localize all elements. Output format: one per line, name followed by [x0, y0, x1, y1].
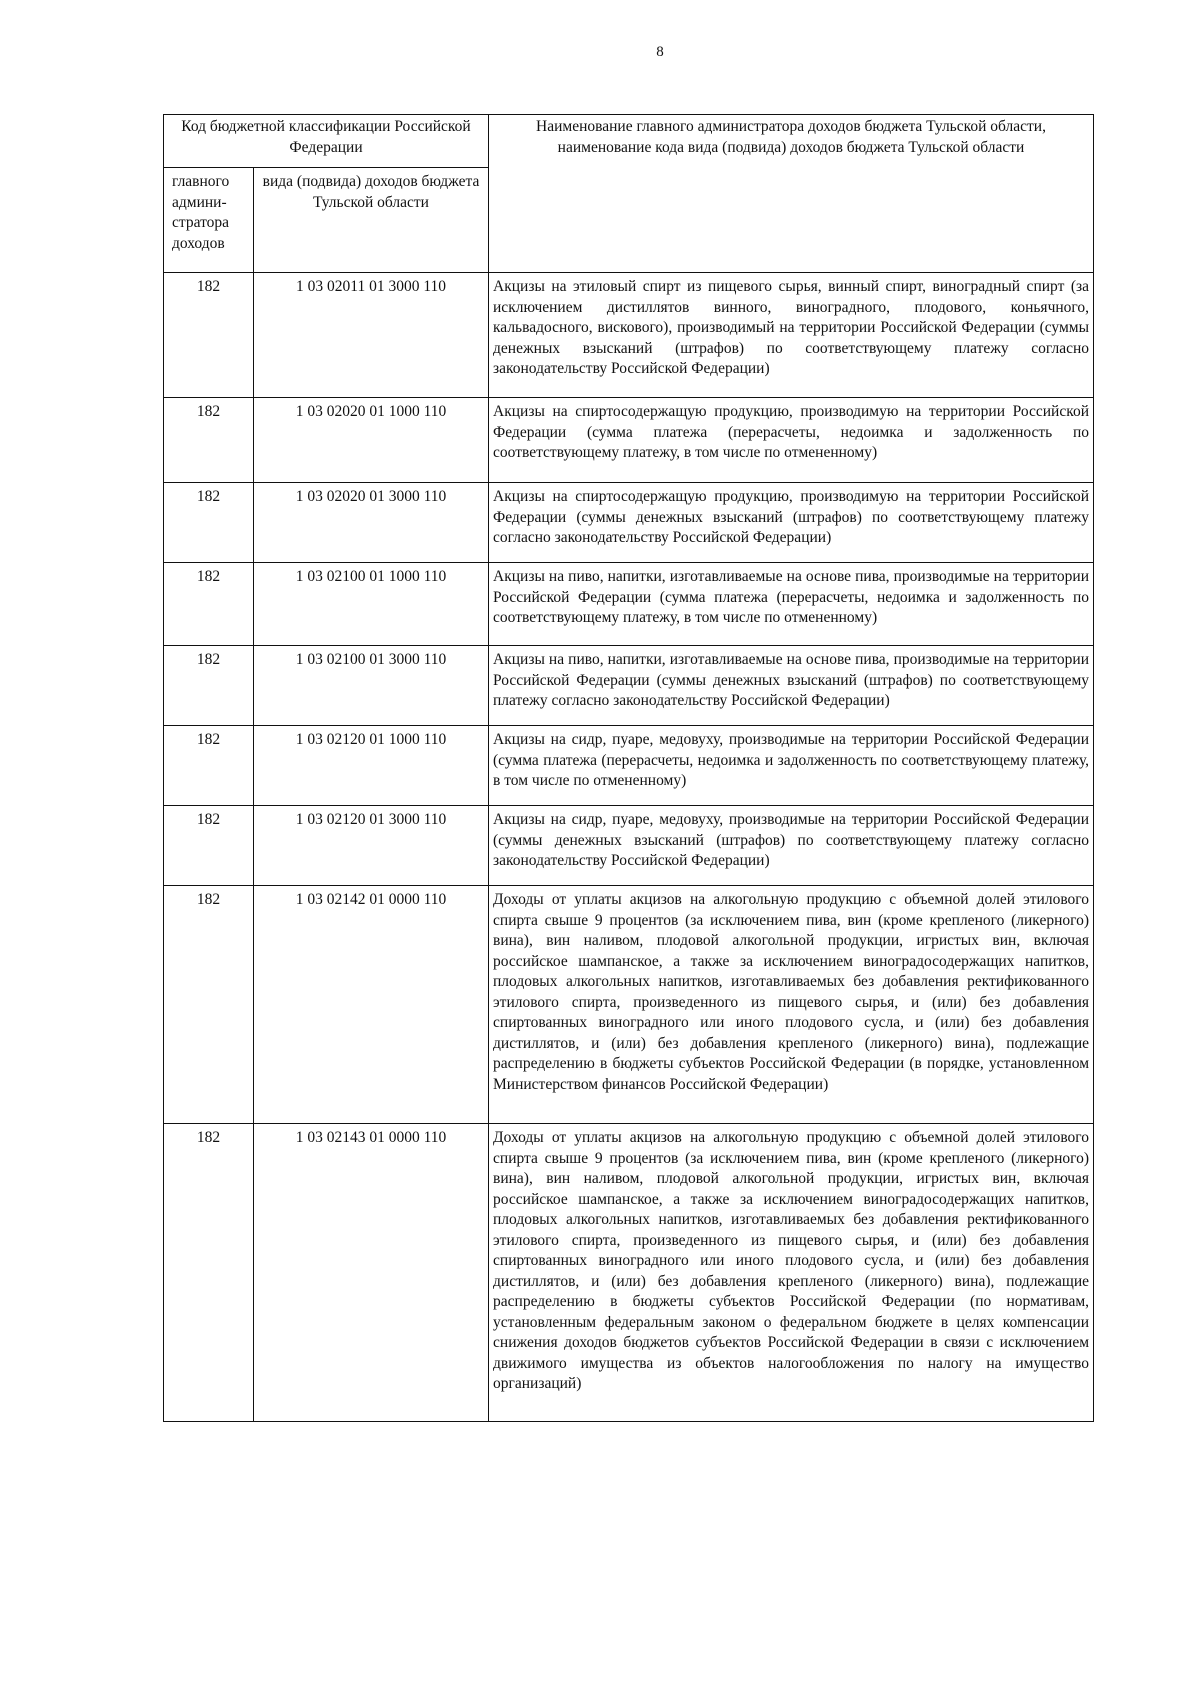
administrator-code-cell: 182	[164, 806, 254, 886]
header-revenue-type-code: вида (подвида) доходов бюджета Тульской области	[254, 168, 489, 273]
administrator-code-cell: 182	[164, 273, 254, 398]
administrator-code-cell: 182	[164, 563, 254, 646]
revenue-code-cell: 1 03 02120 01 3000 110	[254, 806, 489, 886]
table-row	[164, 398, 1094, 483]
table-row	[164, 646, 1094, 726]
administrator-code-cell: 182	[164, 886, 254, 1124]
revenue-name-cell: Акцизы на этиловый спирт из пищевого сырья, винный спирт, виноградный спирт (за исключением дистиллятов винного, виноградного, плодового, коньячного, кальвадосного, вискового), производимый на территории Российской Федерации (суммы денежных взысканий (штрафов) по соответствующему платежу согласно законодательству Российской Федерации)	[489, 273, 1094, 398]
administrator-code-cell: 182	[164, 398, 254, 483]
revenue-name-cell: Акцизы на пиво, напитки, изготавливаемые на основе пива, производимые на территории Российской Федерации (суммы денежных взысканий (штрафов) по соответствующему платежу согласно законодательству Российской Федерации)	[489, 646, 1094, 726]
revenue-name-cell: Акцизы на сидр, пуаре, медовуху, производимые на территории Российской Федерации (сумма платежа (перерасчеты, недоимка и задолженность по соответствующему платежу, в том числе по отмененному)	[489, 726, 1094, 806]
administrator-code-cell: 182	[164, 726, 254, 806]
revenue-code-cell: 1 03 02142 01 0000 110	[254, 886, 489, 1124]
revenue-name-cell: Акцизы на сидр, пуаре, медовуху, производимые на территории Российской Федерации (суммы денежных взысканий (штрафов) по соответствующему платежу согласно законодательству Российской Федерации)	[489, 806, 1094, 886]
revenue-code-cell: 1 03 02100 01 1000 110	[254, 563, 489, 646]
administrator-code-cell: 182	[164, 1124, 254, 1422]
revenue-name-cell: Доходы от уплаты акцизов на алкогольную продукцию с объемной долей этилового спирта свыше 9 процентов (за исключением пива, вин (кроме крепленого (ликерного) вина), вин наливом, плодовой алкогольной продукции, игристых вин, включая российское шампанское, а также за исключением виноградосодержащих напитков, плодовых алкогольных напитков, изготавливаемых без добавления ректификованного этилового спирта, произведенного из пищевого сырья, и (или) без добавления спиртованных виноградного или иного плодового сусла, и (или) без добавления дистиллятов, и (или) без добавления крепленого (ликерного) вина), подлежащие распределению в бюджеты субъектов Российской Федерации (в порядке, установленном Министерством финансов Российской Федерации)	[489, 886, 1094, 1124]
table-header-row	[164, 115, 1094, 168]
header-main-administrator: главного админи- стратора доходов	[164, 168, 254, 273]
revenue-name-cell: Акцизы на спиртосодержащую продукцию, производимую на территории Российской Федерации (суммы денежных взысканий (штрафов) по соответствующему платежу согласно законодательству Российской Федерации)	[489, 483, 1094, 563]
table-row	[164, 483, 1094, 563]
header-budget-classification-code: Код бюджетной классификации Российской Федерации	[164, 115, 489, 168]
revenue-code-cell: 1 03 02020 01 3000 110	[254, 483, 489, 563]
revenue-code-cell: 1 03 02011 01 3000 110	[254, 273, 489, 398]
revenue-code-cell: 1 03 02143 01 0000 110	[254, 1124, 489, 1422]
revenue-code-cell: 1 03 02120 01 1000 110	[254, 726, 489, 806]
table-row	[164, 726, 1094, 806]
table-row	[164, 1124, 1094, 1422]
table-row	[164, 806, 1094, 886]
header-administrator-name: Наименование главного администратора доходов бюджета Тульской области, наименование кода вида (подвида) доходов бюджета Тульской области	[489, 115, 1094, 273]
revenue-name-cell: Акцизы на спиртосодержащую продукцию, производимую на территории Российской Федерации (сумма платежа (перерасчеты, недоимка и задолженность по соответствующему платежу, в том числе по отмененному)	[489, 398, 1094, 483]
revenue-code-cell: 1 03 02100 01 3000 110	[254, 646, 489, 726]
table-row	[164, 886, 1094, 1124]
administrator-code-cell: 182	[164, 646, 254, 726]
table-body	[164, 273, 1094, 1422]
administrator-code-cell: 182	[164, 483, 254, 563]
revenue-name-cell: Доходы от уплаты акцизов на алкогольную продукцию с объемной долей этилового спирта свыше 9 процентов (за исключением пива, вин (кроме крепленого (ликерного) вина), вин наливом, плодовой алкогольной продукции, игристых вин, включая российское шампанское, а также за исключением виноградосодержащих напитков, плодовых алкогольных напитков, изготавливаемых без добавления ректификованного этилового спирта, произведенного из пищевого сырья, и (или) без добавления спиртованных виноградного или иного плодового сусла, и (или) без добавления дистиллятов, и (или) без добавления крепленого (ликерного) вина), подлежащие распределению в бюджеты субъектов Российской Федерации (по нормативам, установленным федеральным законом о федеральном бюджете в целях компенсации снижения доходов бюджетов субъектов Российской Федерации в связи с исключением движимого имущества из объектов налогообложения по налогу на имущество организаций)	[489, 1124, 1094, 1422]
page-number: 8	[656, 44, 664, 60]
table-row	[164, 563, 1094, 646]
budget-classification-table	[163, 114, 1094, 1422]
revenue-name-cell: Акцизы на пиво, напитки, изготавливаемые на основе пива, производимые на территории Российской Федерации (сумма платежа (перерасчеты, недоимка и задолженность по соответствующему платежу, в том числе по отмененному)	[489, 563, 1094, 646]
revenue-code-cell: 1 03 02020 01 1000 110	[254, 398, 489, 483]
table-row	[164, 273, 1094, 398]
